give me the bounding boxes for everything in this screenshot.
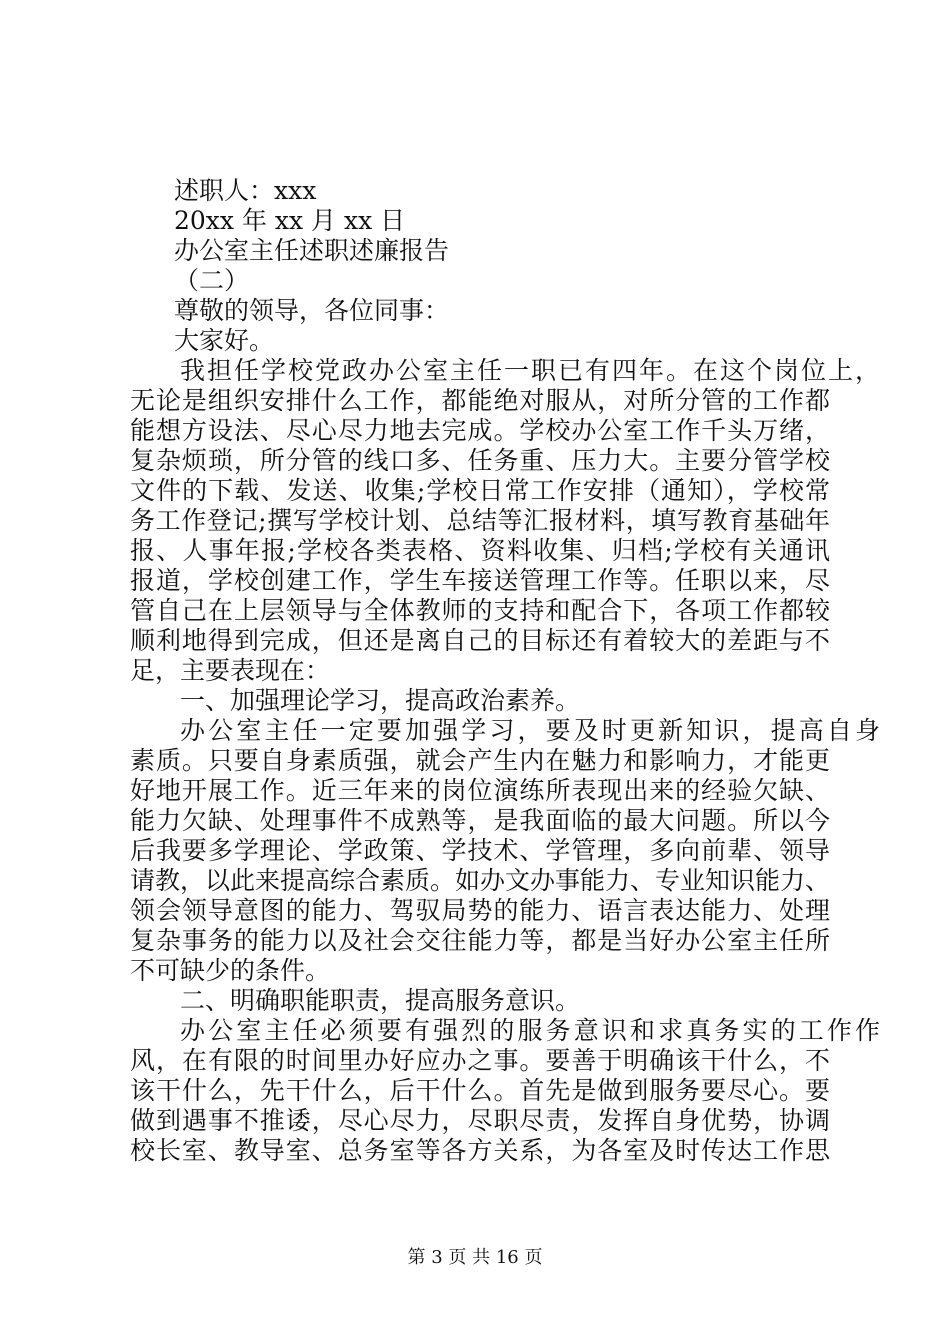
- paragraph-line: 足，主要表现在：: [130, 656, 331, 685]
- paragraph-line: 该干什么，先干什么，后干什么。首先是做到服务要尽心。要: [130, 1076, 830, 1105]
- paragraph-line: 顺利地得到完成，但还是离自己的目标还有着较大的差距与不: [130, 626, 830, 655]
- author-line: 述职人：xxx: [174, 176, 317, 205]
- paragraph-line: 文件的下载、发送、收集;学校日常工作安排（通知），学校常: [130, 476, 830, 505]
- report-title: 办公室主任述职述廉报告: [174, 236, 450, 265]
- section-heading-1: 一、加强理论学习，提高政治素养。: [180, 686, 581, 715]
- paragraph-line: 风，在有限的时间里办好应办之事。要善于明确该干什么，不: [130, 1046, 830, 1075]
- paragraph-line: 素质。只要自身素质强，就会产生内在魅力和影响力，才能更: [130, 746, 830, 775]
- paragraph-line: 复杂事务的能力以及社会交往能力等，都是当好办公室主任所: [130, 926, 830, 955]
- greeting: 大家好。: [174, 326, 275, 355]
- paragraph-line: 做到遇事不推诿，尽心尽力，尽职尽责，发挥自身优势，协调: [130, 1106, 830, 1135]
- salutation: 尊敬的领导，各位同事：: [174, 296, 450, 325]
- paragraph-line: 请教，以此来提高综合素质。如办文办事能力、专业知识能力、: [130, 866, 831, 895]
- paragraph-line: 无论是组织安排什么工作，都能绝对服从，对所分管的工作都: [130, 386, 830, 415]
- paragraph-line: 报、人事年报;学校各类表格、资料收集、归档;学校有关通讯: [130, 536, 830, 565]
- paragraph-line: 务工作登记;撰写学校计划、总结等汇报材料，填写教育基础年: [130, 506, 830, 535]
- paragraph-line: 后我要多学理论、学政策、学技术、学管理，多向前辈、领导: [130, 836, 830, 865]
- document-body: [130, 176, 880, 1166]
- paragraph-line: 办公室主任必须要有强烈的服务意识和求真务实的工作作: [180, 1016, 880, 1045]
- date-line: 20xx 年 xx 月 xx 日: [174, 206, 406, 235]
- paragraph-line: 校长室、教导室、总务室等各方关系，为各室及时传达工作思: [130, 1136, 830, 1165]
- paragraph-line: 我担任学校党政办公室主任一职已有四年。在这个岗位上，: [180, 356, 880, 385]
- paragraph-line: 报道，学校创建工作，学生车接送管理工作等。任职以来，尽: [130, 566, 830, 595]
- page-footer: 第 3 页 共 16 页: [407, 1247, 543, 1268]
- paragraph-line: 好地开展工作。近三年来的岗位演练所表现出来的经验欠缺、: [130, 776, 830, 805]
- paragraph-line: 能力欠缺、处理事件不成熟等，是我面临的最大问题。所以今: [130, 806, 830, 835]
- section-heading-2: 二、明确职能职责，提高服务意识。: [180, 986, 581, 1015]
- paragraph-line: 能想方设法、尽心尽力地去完成。学校办公室工作千头万绪，: [130, 416, 830, 445]
- section-number: （二）: [174, 266, 250, 295]
- paragraph-line: 领会领导意图的能力、驾驭局势的能力、语言表达能力、处理: [130, 896, 830, 925]
- paragraph-line: 不可缺少的条件。: [130, 956, 331, 985]
- paragraph-line: 管自己在上层领导与全体教师的支持和配合下，各项工作都较: [130, 596, 830, 625]
- paragraph-line: 复杂烦琐，所分管的线口多、任务重、压力大。主要分管学校: [130, 446, 830, 475]
- paragraph-line: 办公室主任一定要加强学习，要及时更新知识，提高自身: [180, 716, 880, 745]
